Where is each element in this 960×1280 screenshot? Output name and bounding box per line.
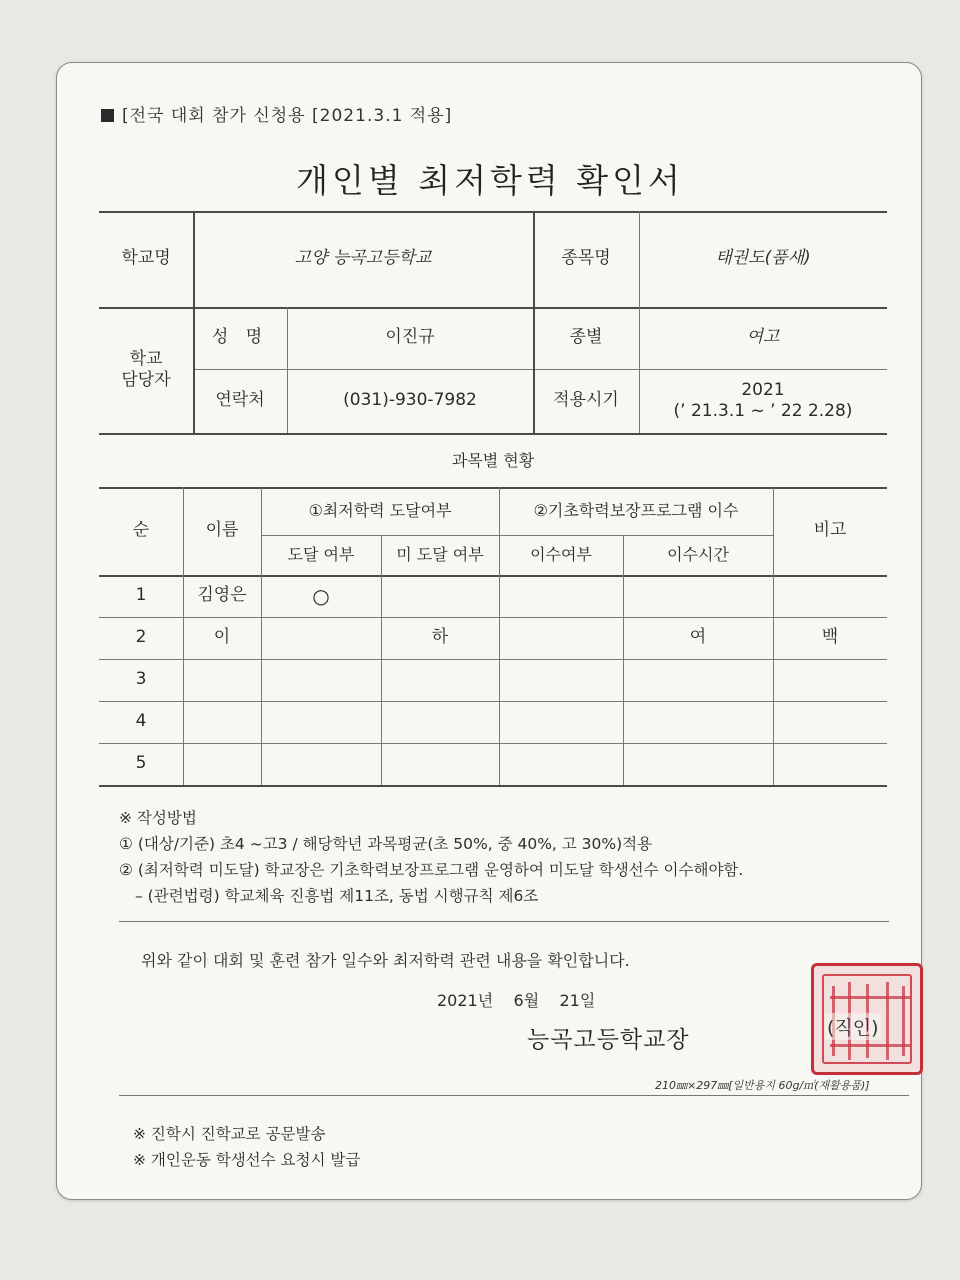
header-hours: 이수시간 [667, 545, 729, 564]
row-1-remarks [773, 575, 887, 617]
name-value: 이진규 [385, 327, 435, 348]
header-group2: ②기초학력보장프로그램 이수 [533, 501, 739, 520]
row-2-hours: 여 [689, 627, 707, 648]
period-year: 2021 [741, 379, 785, 400]
row-5-name [183, 743, 261, 785]
row-2-reached [261, 617, 381, 659]
row-3-completed [499, 659, 623, 701]
row-5-no: 5 [135, 753, 147, 774]
footer-note-2: ※ 개인운동 학생선수 요청시 발급 [133, 1151, 361, 1169]
school-value: 고양 능곡고등학교 [294, 248, 432, 269]
footer-note-1: ※ 진학시 진학교로 공문발송 [133, 1125, 326, 1143]
name-label: 성 명 [211, 327, 269, 348]
instructions-line-2: ② (최저학력 미도달) 학교장은 기초학력보장프로그램 운영하여 미도달 학생선수 이수해야함. [119, 861, 744, 879]
document-title: 개인별 최저학력 확인서 [296, 161, 684, 200]
header-group1: ①최저학력 도달여부 [308, 501, 452, 520]
row-3-reached [261, 659, 381, 701]
header-name: 이름 [205, 520, 239, 541]
phone-label: 연락처 [215, 390, 265, 411]
row-3-not-reached [381, 659, 499, 701]
row-2-remarks: 백 [821, 627, 839, 648]
form-tag: [전국 대회 참가 신청용 [2021.3.1 적용] [101, 101, 452, 126]
school-label: 학교명 [121, 248, 171, 269]
row-4-hours [623, 701, 773, 743]
phone-value: (031)-930-7982 [343, 390, 477, 411]
square-bullet-icon [101, 109, 114, 122]
row-5-not-reached [381, 743, 499, 785]
row-5-reached [261, 743, 381, 785]
category-label: 종별 [569, 327, 603, 348]
event-label: 종목명 [561, 248, 611, 269]
seal-mark: (직인) [825, 1013, 881, 1040]
principal-name: 능곡고등학교장 [527, 1027, 690, 1053]
row-4-completed [499, 701, 623, 743]
row-5-remarks [773, 743, 887, 785]
row-1-reached: ○ [312, 583, 330, 608]
contact-label: 학교 담당자 [121, 348, 171, 390]
event-value: 태권도(품새) [715, 248, 811, 269]
row-3-remarks [773, 659, 887, 701]
row-4-no: 4 [135, 711, 147, 732]
subjects-caption: 과목별 현황 [451, 451, 535, 470]
period-range: (’ 21.3.1 ~ ’ 22 2.28) [673, 401, 853, 421]
row-4-remarks [773, 701, 887, 743]
row-2-no: 2 [135, 627, 147, 648]
row-5-completed [499, 743, 623, 785]
row-3-no: 3 [135, 669, 147, 690]
confirmation-statement: 위와 같이 대회 및 훈련 참가 일수와 최저학력 관련 내용을 확인합니다. [141, 951, 630, 970]
header-not-reached: 미 도달 여부 [396, 545, 484, 564]
document-sheet [56, 62, 922, 1200]
row-4-not-reached [381, 701, 499, 743]
row-1-hours [623, 575, 773, 617]
row-3-name [183, 659, 261, 701]
row-2-completed [499, 617, 623, 659]
instructions-line-1: ① (대상/기준) 초4 ~고3 / 해당학년 과목평균(초 50%, 중 40%, 고 30%)적용 [119, 835, 653, 853]
row-1-name: 김영은 [197, 585, 247, 606]
period-value [639, 369, 887, 433]
row-1-not-reached [381, 575, 499, 617]
header-completed: 이수여부 [530, 545, 592, 564]
instructions-heading: ※ 작성방법 [119, 809, 197, 827]
confirmation-date: 2021년 6월 21일 [437, 991, 596, 1010]
row-2-name: 이 [213, 627, 231, 648]
header-remarks: 비고 [813, 520, 847, 541]
row-4-name [183, 701, 261, 743]
row-2-not-reached: 하 [431, 627, 449, 648]
row-1-completed [499, 575, 623, 617]
period-label: 적용시기 [553, 390, 619, 411]
row-1-no: 1 [135, 585, 147, 606]
paper-spec: 210㎜×297㎜[일반용지 60g/㎡(재활용품)] [655, 1079, 870, 1092]
category-value: 여고 [746, 327, 780, 348]
header-no: 순 [132, 520, 150, 541]
row-3-hours [623, 659, 773, 701]
row-5-hours [623, 743, 773, 785]
instructions-line-3: – (관련법령) 학교체육 진흥법 제11조, 동법 시행규칙 제6조 [135, 887, 539, 905]
header-reached: 도달 여부 [287, 545, 355, 564]
row-4-reached [261, 701, 381, 743]
